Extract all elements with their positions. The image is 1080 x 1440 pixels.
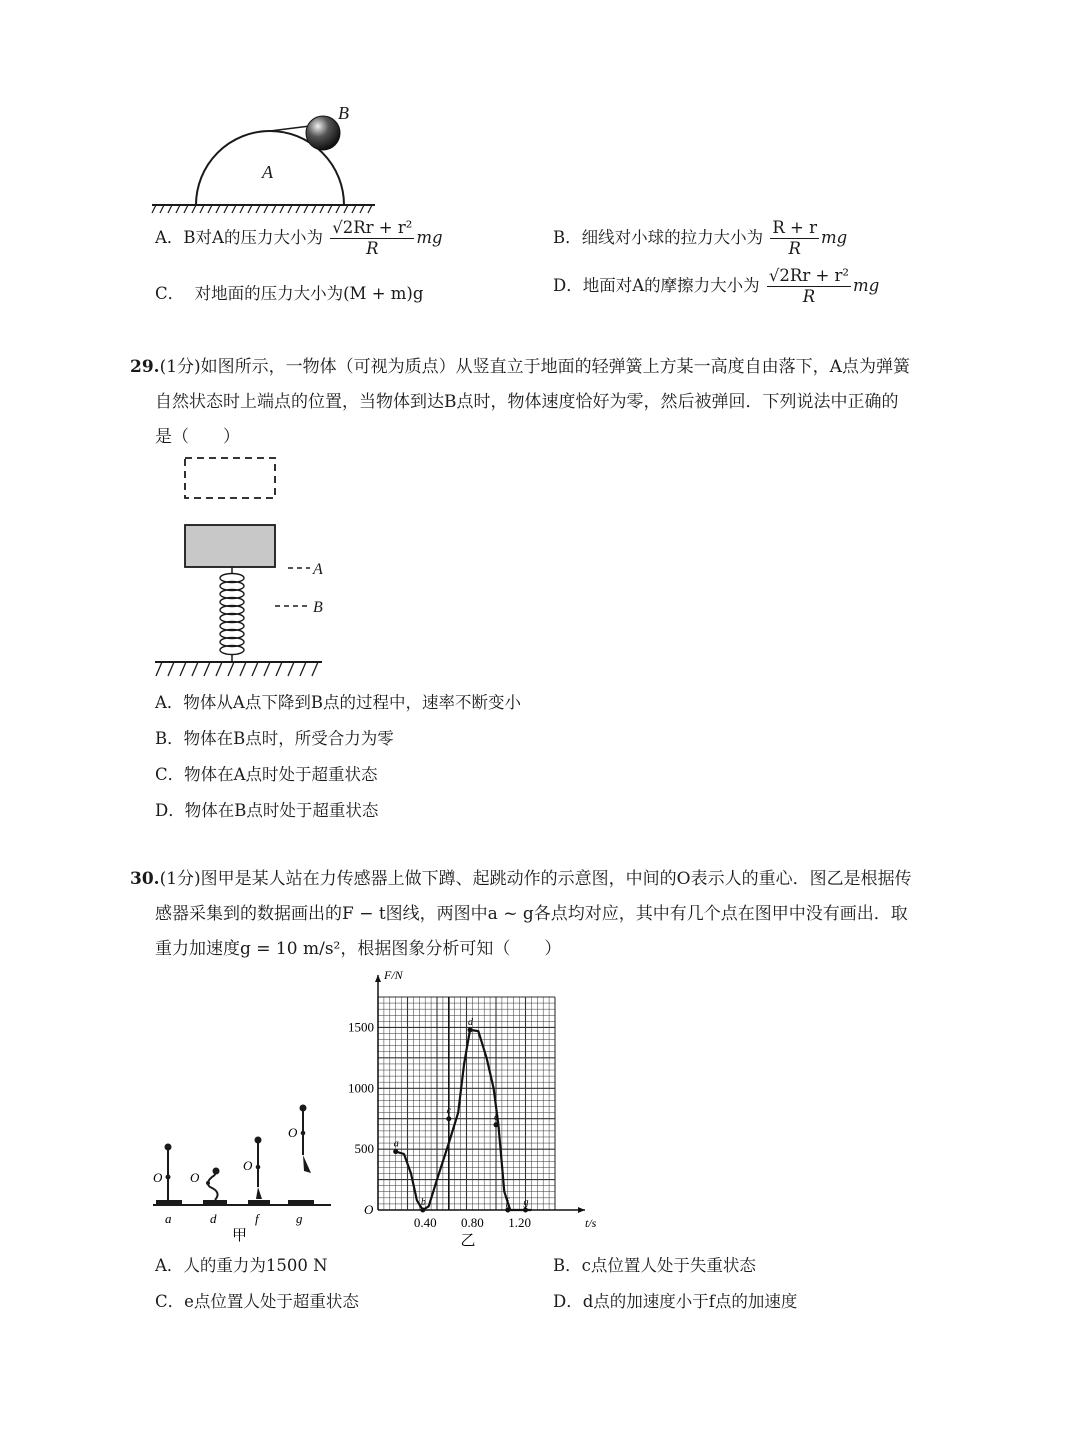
y-tick-label: 1500 bbox=[348, 1019, 374, 1035]
q28-option-a[interactable]: A．B对A的压力大小为 $\frac{\text{√2Rr + r²}}{R}$ mg bbox=[155, 218, 443, 258]
q29-option-a[interactable]: A．物体从A点下降到B点的过程中，速率不断变小 bbox=[155, 693, 521, 712]
point-label-c: c bbox=[446, 1105, 452, 1117]
q30-option-d[interactable]: D．d点的加速度小于f点的加速度 bbox=[553, 1292, 798, 1311]
figure-jia bbox=[148, 1095, 338, 1250]
figure-d bbox=[190, 1168, 227, 1227]
force-time-chart bbox=[340, 965, 610, 1250]
point-label-d: d bbox=[468, 1016, 474, 1028]
x-tick-label: 0.80 bbox=[461, 1215, 484, 1230]
y-tick-label: 1000 bbox=[348, 1080, 374, 1096]
svg-text:O: O bbox=[153, 1170, 163, 1185]
spring-figure bbox=[150, 450, 340, 685]
q30-option-b[interactable]: B．c点位置人处于失重状态 bbox=[553, 1256, 756, 1275]
label-B: B bbox=[338, 103, 349, 123]
q29-option-c[interactable]: C．物体在A点时处于超重状态 bbox=[155, 765, 378, 784]
point-label-a: a bbox=[393, 1138, 399, 1150]
figure-f bbox=[243, 1137, 270, 1227]
svg-text:d: d bbox=[210, 1211, 217, 1226]
y-tick-label: 500 bbox=[354, 1141, 374, 1157]
q30-option-a[interactable]: A．人的重力为1500 N bbox=[155, 1256, 328, 1275]
figure-g bbox=[288, 1105, 314, 1227]
spring-label-A: A bbox=[313, 561, 323, 578]
svg-text:f: f bbox=[255, 1211, 259, 1226]
q28-option-b[interactable]: B．细线对小球的拉力大小为 $\frac{R + r}{R}$ mg bbox=[553, 218, 848, 258]
q29-option-b[interactable]: B．物体在B点时，所受合力为零 bbox=[155, 729, 394, 748]
svg-text:O: O bbox=[190, 1170, 200, 1185]
chart-caption: 乙 bbox=[460, 1231, 476, 1249]
x-tick-label: 0.40 bbox=[413, 1215, 437, 1230]
point-e bbox=[494, 1122, 499, 1127]
point-c bbox=[446, 1116, 451, 1121]
figure-jia-caption: 甲 bbox=[232, 1226, 248, 1244]
figure-a bbox=[153, 1144, 182, 1227]
origin-label: O bbox=[364, 1202, 374, 1217]
svg-text:O: O bbox=[288, 1125, 298, 1140]
x-axis-label: t/s bbox=[585, 1216, 597, 1230]
point-label-f: f bbox=[505, 1197, 509, 1208]
svg-text:O: O bbox=[243, 1158, 253, 1173]
svg-text:g: g bbox=[296, 1211, 303, 1226]
chart-grid bbox=[378, 997, 555, 1210]
point-label-g: g bbox=[523, 1197, 529, 1208]
point-a bbox=[393, 1149, 398, 1154]
point-d bbox=[468, 1027, 473, 1032]
x-tick-label: 1.20 bbox=[508, 1215, 531, 1230]
hemisphere-figure bbox=[150, 95, 380, 220]
point-b bbox=[420, 1208, 425, 1213]
q28-option-c[interactable]: C． 对地面的压力大小为(M + m)g bbox=[155, 284, 424, 303]
y-axis-label: F/N bbox=[384, 968, 403, 982]
q29-option-d[interactable]: D．物体在B点时处于超重状态 bbox=[155, 801, 379, 820]
point-label-e: e bbox=[494, 1111, 499, 1123]
q30-stem: 30.(1分)图甲是某人站在力传感器上做下蹲、起跳动作的示意图，中间的O表示人的重心．图乙是根据传 感器采集到的数据画出的F − t图线，两图中a ~ g各点均对应，其中有几个点在图甲中没有画出．取 重力加速度g = 10 m/s²，根据图象分析可知（ ） bbox=[130, 869, 912, 959]
series-line-0 bbox=[393, 1030, 532, 1210]
spring-label-B: B bbox=[313, 599, 323, 616]
q28-option-d[interactable]: D．地面对A的摩擦力大小为 $\frac{\text{√2Rr + r²}}{R}$ mg bbox=[553, 266, 880, 306]
point-f bbox=[505, 1208, 510, 1213]
x-axis-arrow bbox=[578, 1207, 585, 1213]
fraction-numerator: √2Rr + r² bbox=[332, 218, 413, 237]
y-axis-arrow bbox=[375, 975, 381, 982]
svg-text:a: a bbox=[165, 1211, 172, 1226]
point-g bbox=[523, 1208, 528, 1213]
point-label-b: b bbox=[420, 1197, 426, 1208]
q30-option-c[interactable]: C．e点位置人处于超重状态 bbox=[155, 1292, 359, 1311]
q29-stem: 29.(1分)如图所示，一物体（可视为质点）从竖直立于地面的轻弹簧上方某一高度自由落下，A点为弹簧 自然状态时上端点的位置，当物体到达B点时，物体速度恰好为零，然后被弹回．下列说法中正确的 是（ ） bbox=[130, 357, 910, 447]
label-A: A bbox=[262, 162, 273, 182]
